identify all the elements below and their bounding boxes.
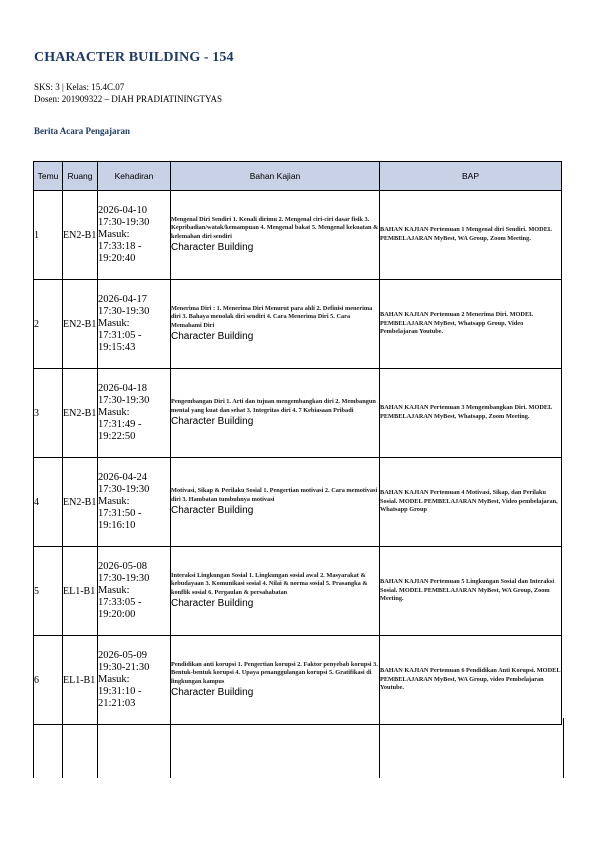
header-bap: BAP xyxy=(380,162,562,191)
check-in-time: 17:33:18 - xyxy=(98,241,142,252)
cell-bap: BAHAN KAJIAN Pertemuan 3 Mengembangkan Diri. MODEL PEMBELAJARAN MyBest, Whatsapp, Zoom Meeting. xyxy=(380,369,562,458)
bahan-kajian-course: Character Building xyxy=(171,505,254,517)
check-in-time: 17:31:05 - xyxy=(98,330,142,341)
table-continuation xyxy=(33,718,564,778)
table-row xyxy=(34,191,562,280)
cell-bahan-kajian xyxy=(171,191,380,280)
check-in-time: 19:31:10 - xyxy=(98,686,142,697)
cell-ruang: EN2-B1 xyxy=(63,280,98,369)
bahan-kajian-course: Character Building xyxy=(171,416,254,428)
bahan-kajian-text: Interaksi Lingkungan Sosial 1. Lingkungan sosial awal 2. Masyarakat & kebudayaan 3. Komunikasi sosial 4. Nilai & norma sosial 5. Prasangka & konflik sosial 6. Pergaulan & persahabatan xyxy=(171,571,368,596)
check-out-time: 19:20:40 xyxy=(98,253,136,264)
cell-bahan-kajian xyxy=(171,547,380,636)
cell-ruang: EL1-B1 xyxy=(63,636,98,725)
table-row xyxy=(34,280,562,369)
masuk-label: Masuk: xyxy=(98,496,130,507)
check-out-time: 19:22:50 xyxy=(98,431,136,442)
cell-kehadiran xyxy=(98,636,171,725)
column-divider xyxy=(97,718,98,778)
table-row xyxy=(34,458,562,547)
cell-ruang: EL1-B1 xyxy=(63,547,98,636)
cell-ruang: EN2-B1 xyxy=(63,191,98,280)
cell-kehadiran xyxy=(98,547,171,636)
bahan-kajian-text: Mengenal Diri Sendiri 1. Kenali dirimu 2. Mengenal ciri-ciri dasar fisik 3. Kepribadian/watak/kemampuan 4. Mengenal bakat 5. Mengenal kekuatan & kelemahan diri sendiri xyxy=(171,215,379,240)
bahan-kajian-course: Character Building xyxy=(171,242,254,254)
section-title: Berita Acara Pengajaran xyxy=(34,126,130,136)
cell-bahan-kajian xyxy=(171,636,380,725)
check-out-time: 21:21:03 xyxy=(98,698,136,709)
check-in-time: 17:31:49 - xyxy=(98,419,142,430)
session-time: 17:30-19:30 xyxy=(98,306,150,317)
table-header-row xyxy=(34,162,562,191)
masuk-label: Masuk: xyxy=(98,585,130,596)
session-time: 17:30-19:30 xyxy=(98,573,150,584)
cell-temu: 5 xyxy=(34,547,63,636)
cell-kehadiran xyxy=(98,191,171,280)
check-in-time: 17:31:50 - xyxy=(98,508,142,519)
session-time: 17:30-19:30 xyxy=(98,217,150,228)
cell-temu: 3 xyxy=(34,369,63,458)
session-date: 2026-04-10 xyxy=(98,205,147,216)
bahan-kajian-text: Pengembangan Diri 1. Arti dan tujuan mengembangkan diri 2. Membangun mental yang kuat dan sehat 3. Integritas diri 4. 7 Kebiasaan Pribadi xyxy=(171,397,376,414)
cell-bap: BAHAN KAJIAN Pertemuan 5 Lingkungan Sosial dan Interaksi Sosial. MODEL PEMBELAJARAN MyBest, WA Group, Zoom Meeting. xyxy=(380,547,562,636)
session-date: 2026-04-24 xyxy=(98,472,147,483)
cell-kehadiran xyxy=(98,369,171,458)
column-divider xyxy=(62,718,63,778)
cell-bap: BAHAN KAJIAN Pertemuan 4 Motivasi, Sikap, dan Perilaku Sosial. MODEL PEMBELAJARAN MyBest, Video pembelajaran, Whatsapp Group xyxy=(380,458,562,547)
bahan-kajian-course: Character Building xyxy=(171,331,254,343)
masuk-label: Masuk: xyxy=(98,229,130,240)
bahan-kajian-course: Character Building xyxy=(171,687,254,699)
cell-bap: BAHAN KAJIAN Pertemuan 6 Pendidikan Anti Korupsi. MODEL PEMBELAJARAN MyBest, WA Group, video Pembelajaran Youtube. xyxy=(380,636,562,725)
table-row xyxy=(34,636,562,725)
bahan-kajian-text: Menerima Diri : 1. Menerima Diri Menurut para ahli 2. Definisi menerima diri 3. Bahaya menolak diri sendiri 4. Cara Menerima Diri 5. Cara Memahami Diri xyxy=(171,304,373,329)
cell-bahan-kajian xyxy=(171,280,380,369)
cell-bahan-kajian xyxy=(171,458,380,547)
bahan-kajian-text: Motivasi, Sikap & Perilaku Sosial 1. Pengertian motivasi 2. Cara memotivasi diri 3. Hambatan tumbuhnya motivasi xyxy=(171,486,378,503)
cell-ruang: EN2-B1 xyxy=(63,458,98,547)
check-out-time: 19:16:10 xyxy=(98,520,136,531)
bahan-kajian-course: Character Building xyxy=(171,598,254,610)
cell-kehadiran xyxy=(98,280,171,369)
session-time: 17:30-19:30 xyxy=(98,395,150,406)
cell-ruang: EN2-B1 xyxy=(63,369,98,458)
check-out-time: 19:15:43 xyxy=(98,342,136,353)
masuk-label: Masuk: xyxy=(98,407,130,418)
check-out-time: 19:20:00 xyxy=(98,609,136,620)
session-date: 2026-05-09 xyxy=(98,650,147,661)
cell-bahan-kajian xyxy=(171,369,380,458)
lecturer-info: Dosen: 201909322 – DIAH PRADIATININGTYAS xyxy=(34,94,222,104)
cell-temu: 4 xyxy=(34,458,63,547)
column-divider xyxy=(170,718,171,778)
cell-temu: 6 xyxy=(34,636,63,725)
masuk-label: Masuk: xyxy=(98,674,130,685)
table-row xyxy=(34,369,562,458)
header-temu: Temu xyxy=(34,162,63,191)
session-time: 19:30-21:30 xyxy=(98,662,150,673)
session-date: 2026-04-17 xyxy=(98,294,147,305)
session-date: 2026-05-08 xyxy=(98,561,147,572)
masuk-label: Masuk: xyxy=(98,318,130,329)
session-time: 17:30-19:30 xyxy=(98,484,150,495)
cell-temu: 2 xyxy=(34,280,63,369)
document-title: CHARACTER BUILDING - 154 xyxy=(34,50,234,65)
bahan-kajian-text: Pendidikan anti korupsi 1. Pengertian korupsi 2. Faktor penyebab korupsi 3. Bentuk-bentuk korupsi 4. Upaya penanggulangan korupsi 5. Gratifikasi di lingkungan kampus xyxy=(171,660,378,685)
header-ruang: Ruang xyxy=(63,162,98,191)
cell-temu: 1 xyxy=(34,191,63,280)
session-date: 2026-04-18 xyxy=(98,383,147,394)
check-in-time: 17:33:05 - xyxy=(98,597,142,608)
header-kehadiran: Kehadiran xyxy=(98,162,171,191)
cell-kehadiran xyxy=(98,458,171,547)
course-info: SKS: 3 | Kelas: 15.4C.07 xyxy=(34,82,125,92)
header-bahan-kajian: Bahan Kajian xyxy=(171,162,380,191)
cell-bap: BAHAN KAJIAN Pertemuan 1 Mengenal diri Sendiri. MODEL PEMBELAJARAN MyBest, WA Group, Zoom Meeting. xyxy=(380,191,562,280)
bap-table xyxy=(33,161,562,725)
cell-bap: BAHAN KAJIAN Pertemuan 2 Menerima Diri. MODEL PEMBELAJARAN MyBest, Whatsapp Group, Video Pembelajaran Youtube. xyxy=(380,280,562,369)
column-divider xyxy=(379,718,380,778)
table-row xyxy=(34,547,562,636)
